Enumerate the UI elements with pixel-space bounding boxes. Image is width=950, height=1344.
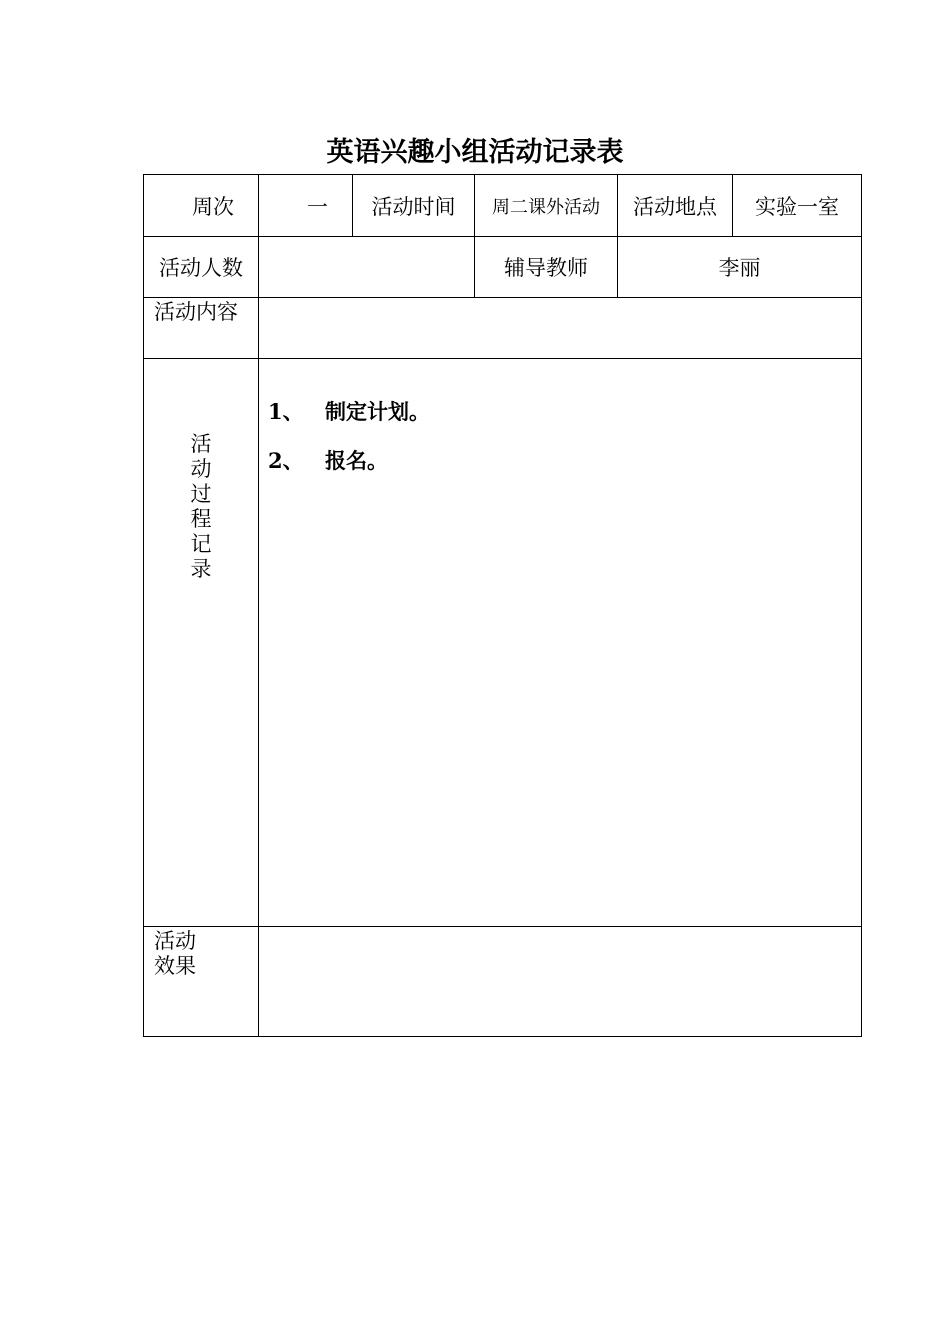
location-label: 活动地点 bbox=[633, 194, 717, 219]
time-value: 周二课外活动 bbox=[492, 196, 600, 218]
process-label-char: 录 bbox=[190, 557, 212, 581]
process-label-char: 活 bbox=[190, 432, 212, 456]
effect-label-line: 效果 bbox=[154, 954, 196, 978]
process-item-number: 1、 bbox=[268, 399, 304, 424]
page-title: 英语兴趣小组活动记录表 bbox=[326, 137, 624, 168]
process-item-text: 制定计划。 bbox=[325, 399, 430, 424]
content-label: 活动内容 bbox=[154, 300, 238, 324]
week-value: 一 bbox=[307, 194, 328, 219]
process-item-number: 2、 bbox=[268, 448, 304, 473]
effect-label-line: 活动 bbox=[154, 929, 196, 953]
effect-label bbox=[144, 927, 258, 1036]
process-label bbox=[144, 432, 258, 582]
process-label-char: 程 bbox=[190, 507, 212, 531]
effect-value bbox=[259, 927, 861, 1036]
process-label-char: 过 bbox=[190, 482, 212, 506]
process-item bbox=[268, 445, 388, 475]
process-item-text: 报名。 bbox=[325, 448, 388, 473]
week-label: 周次 bbox=[192, 194, 234, 219]
row-divider bbox=[143, 358, 862, 359]
table-border-bottom bbox=[143, 1036, 862, 1037]
count-label: 活动人数 bbox=[159, 256, 243, 280]
process-item bbox=[268, 396, 430, 426]
process-label-char: 记 bbox=[190, 532, 212, 556]
table-border-right bbox=[861, 174, 862, 1037]
content-value bbox=[259, 298, 861, 358]
process-label-char: 动 bbox=[190, 457, 212, 481]
count-value bbox=[259, 237, 474, 297]
teacher-value: 李丽 bbox=[718, 256, 761, 280]
location-value: 实验一室 bbox=[755, 194, 839, 219]
teacher-label: 辅导教师 bbox=[504, 256, 588, 280]
time-label: 活动时间 bbox=[371, 194, 456, 219]
